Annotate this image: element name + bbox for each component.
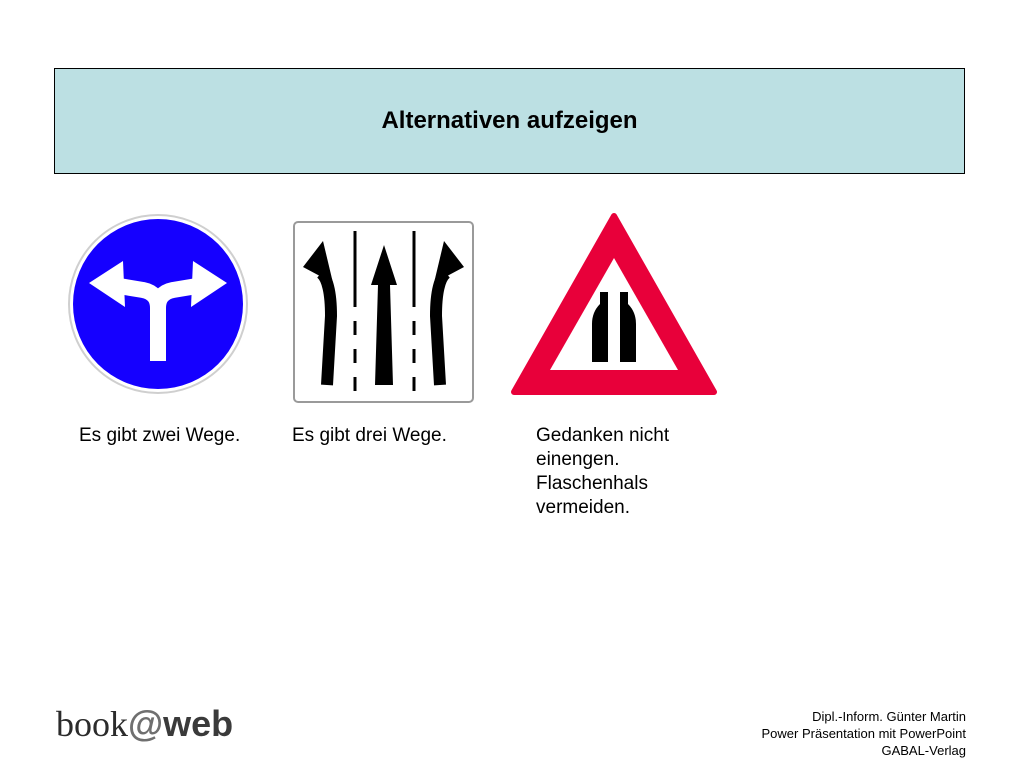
- caption-three-ways: Es gibt drei Wege.: [292, 425, 447, 446]
- footer-author: Dipl.-Inform. Günter Martin: [812, 709, 966, 724]
- caption-two-ways: Es gibt zwei Wege.: [79, 425, 241, 446]
- caption-bottleneck: Gedanken nicht einengen. Flaschenhals vermeiden.: [536, 425, 670, 518]
- footer-credits: [762, 708, 966, 759]
- road-narrows-warning-sign-icon: [510, 212, 718, 396]
- fork-left-right-arrow-sign-icon: [67, 213, 249, 395]
- footer-publisher: GABAL-Verlag: [881, 743, 966, 758]
- book-at-web-logo: book@web: [56, 703, 234, 744]
- slide-title: Alternativen aufzeigen: [381, 107, 638, 134]
- footer-book-title: Power Präsentation mit PowerPoint: [761, 726, 966, 741]
- three-lanes-sign-icon: [293, 221, 474, 403]
- title-box: [54, 68, 965, 174]
